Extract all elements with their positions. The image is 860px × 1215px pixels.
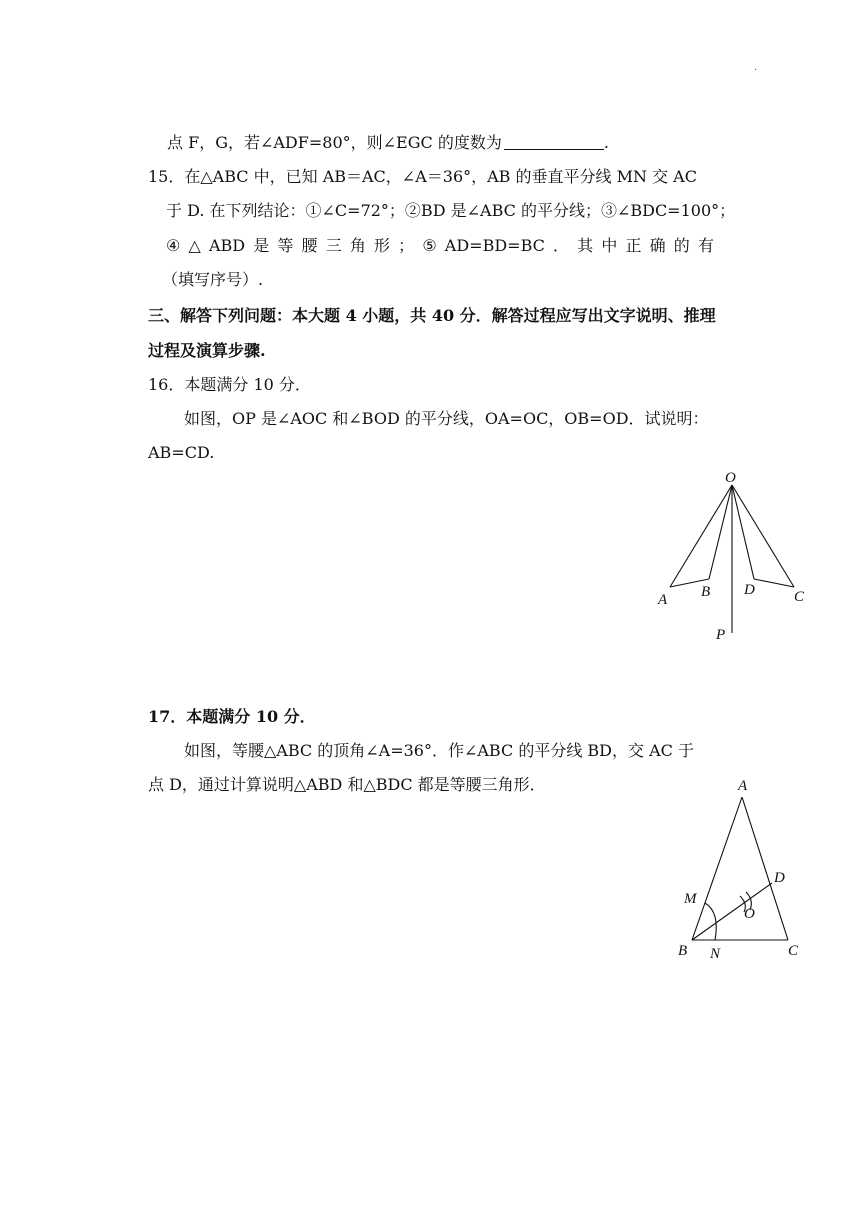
q17-header xyxy=(148,706,316,728)
arc-MN xyxy=(705,903,716,940)
q15-line-3-part: ④ xyxy=(166,236,181,255)
q15-line-3-part: 形 xyxy=(374,236,391,255)
q16-figure xyxy=(650,465,810,645)
label-B: B xyxy=(701,584,711,600)
q15-line-1: 15．在△ABC 中，已知 AB＝AC，∠A＝36°，AB 的垂直平分线 MN 交 AC xyxy=(148,167,697,186)
q15-line-3-part: 中 xyxy=(601,236,618,255)
label-C: C xyxy=(788,943,799,959)
q16-line-2: AB=CD. xyxy=(148,443,215,462)
q15-line-3-part: 正 xyxy=(625,236,642,255)
section-3-heading-line-1: 三、解答下列问题：本大题 4 小题，共 40 分．解答过程应写出文字说明、推理 xyxy=(148,306,716,325)
segment-OA xyxy=(670,485,732,587)
q14-continuation xyxy=(167,132,609,154)
bisector-BD xyxy=(692,883,772,940)
q15-line-3-part: AD=BD=BC xyxy=(444,236,545,255)
segment-OD xyxy=(732,485,754,579)
label-P: P xyxy=(716,627,726,643)
label-A: A xyxy=(658,592,668,608)
q15-line-3-part: 有 xyxy=(697,236,714,255)
q15-line-3-part: 确 xyxy=(649,236,666,255)
q16-header xyxy=(148,374,311,396)
q17-number-and-points: 17．本题满分 10 分． xyxy=(148,707,316,726)
q15-line-3-part: 腰 xyxy=(301,236,318,255)
q15-line-3-part: ． xyxy=(553,236,570,255)
q16-line-1: 如图，OP 是∠AOC 和∠BOD 的平分线，OA=OC，OB=OD．试说明： xyxy=(184,409,709,428)
q15-line-3-part: 的 xyxy=(673,236,690,255)
label-O: O xyxy=(725,470,736,486)
q14-text: 点 F，G，若∠ADF=80°，则∠EGC 的度数为 xyxy=(167,133,502,152)
q17-figure xyxy=(670,772,820,962)
q15-line-3-part: 等 xyxy=(277,236,294,255)
q17-line-2: 点 D，通过计算说明△ABD 和△BDC 都是等腰三角形． xyxy=(148,775,546,794)
q15-line-4: （填写序号）. xyxy=(162,270,264,289)
segment-OB xyxy=(709,485,732,579)
q14-answer-blank xyxy=(504,133,604,150)
q15-line-3-part: △ xyxy=(188,236,201,255)
label-O: O xyxy=(744,906,755,922)
q15-line-3-part: 三 xyxy=(325,236,342,255)
side-AB xyxy=(692,797,742,940)
corner-mark: . xyxy=(754,62,758,73)
segment-DC xyxy=(754,579,794,587)
q15-line-3 xyxy=(166,235,714,257)
q15-line-3-part: ⑤ xyxy=(422,236,437,255)
label-M: M xyxy=(684,891,697,907)
label-D: D xyxy=(744,582,755,598)
q15-line-3-part: 角 xyxy=(349,236,366,255)
segment-OC xyxy=(732,485,794,587)
q15-line-3-part: ； xyxy=(398,236,415,255)
q14-end: . xyxy=(603,133,609,152)
section-3-heading-line-2: 过程及演算步骤. xyxy=(148,341,266,360)
label-N: N xyxy=(710,946,721,962)
label-A: A xyxy=(738,778,748,794)
q17-line-1: 如图，等腰△ABC 的顶角∠A=36°．作∠ABC 的平分线 BD，交 AC 于 xyxy=(184,741,694,760)
q15-line-2: 于 D. 在下列结论：①∠C=72°；②BD 是∠ABC 的平分线；③∠BDC=100°； xyxy=(166,201,736,220)
label-B: B xyxy=(678,943,688,959)
q15-line-3-part: 是 xyxy=(253,236,270,255)
q15-line-3-part: 其 xyxy=(577,236,594,255)
label-C: C xyxy=(794,589,805,605)
label-D: D xyxy=(774,870,785,886)
q15-line-3-part: ABD xyxy=(208,236,246,255)
q16-number-and-points: 16．本题满分 10 分． xyxy=(148,375,311,394)
